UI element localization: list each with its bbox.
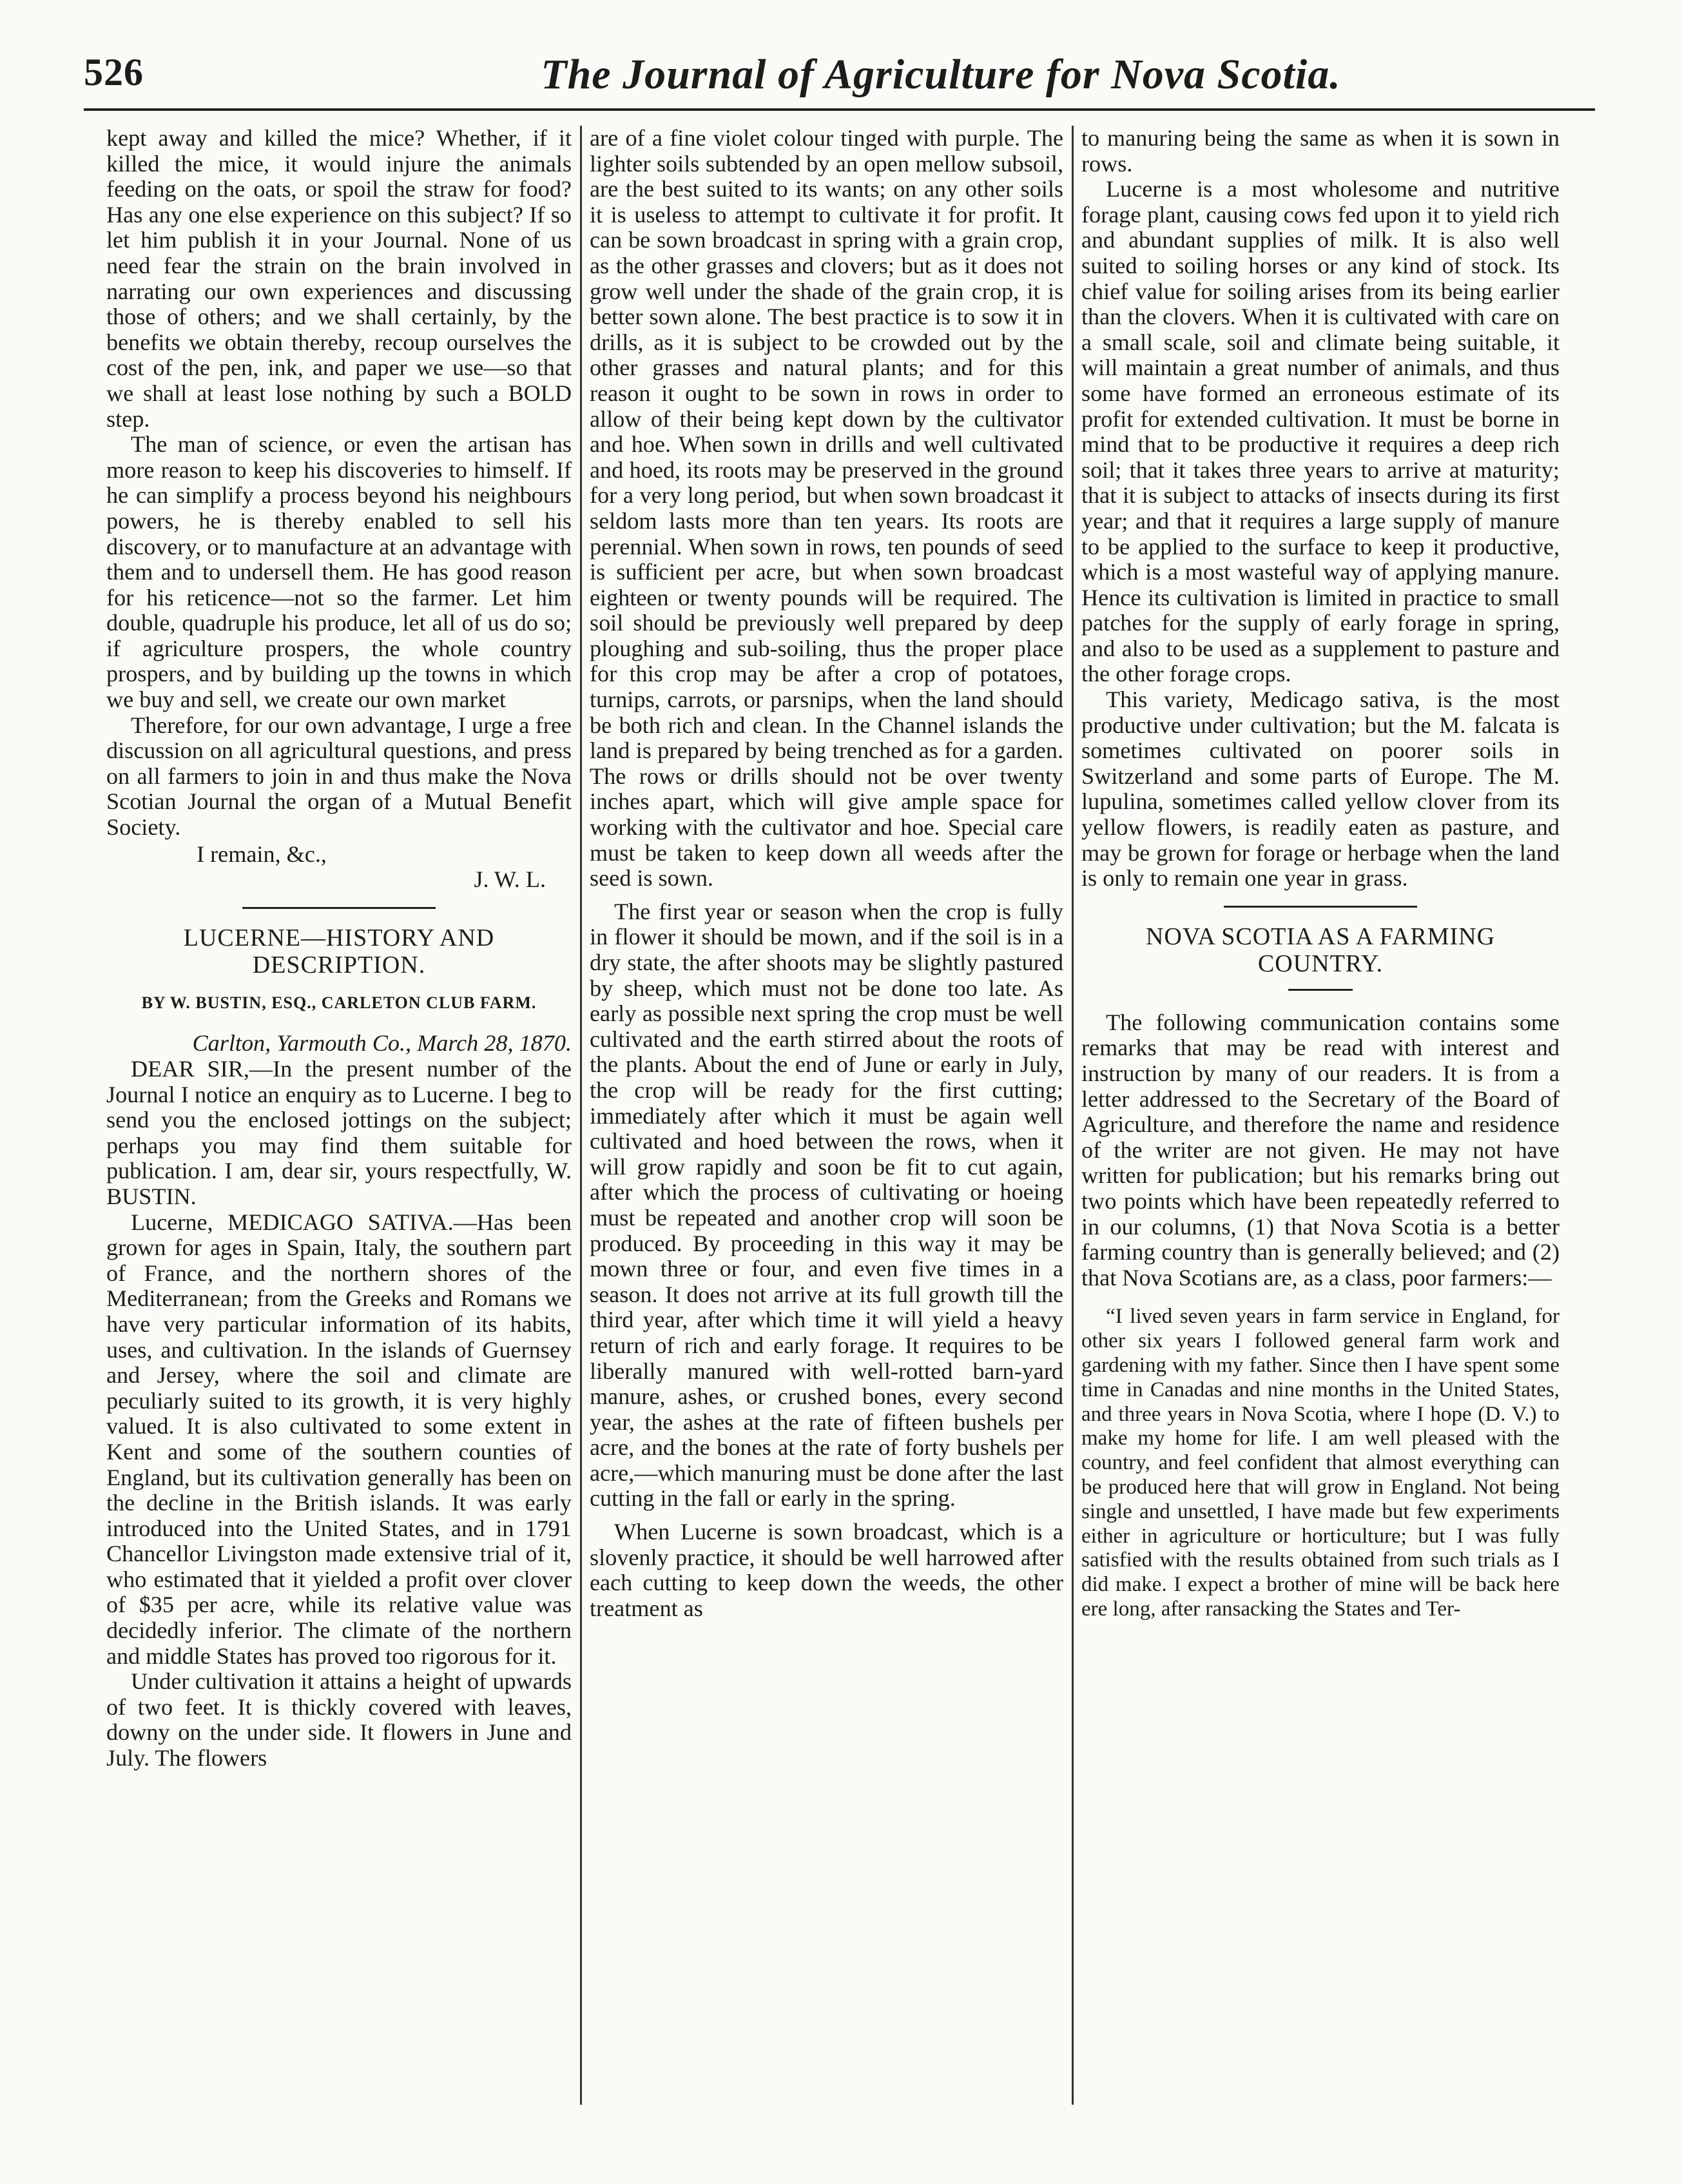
page-header <box>84 50 1592 102</box>
column-3 <box>1081 126 1560 1622</box>
header-rule <box>84 108 1595 111</box>
running-title: The Journal of Agriculture for Nova Scotia. <box>541 51 1341 98</box>
article-title: NOVA SCOTIA AS A FARMING COUNTRY. <box>1145 922 1496 977</box>
letter-signature: J. W. L. <box>474 866 546 893</box>
section-divider <box>242 907 436 909</box>
paragraph: Lucerne is a most wholesome and nutritive forage plant, causing cows fed upon it to yield rich and abundant supplies of milk. It is also well suited to soiling horses or any kind of stock. Its chief value for soiling arises from its being earlier than the clovers. When it is cultivated with care on a small scale, soil and climate being suitable, it will maintain a great number of animals, and thus some have formed an erroneous estimate of its profit for extended cultivation. It must be borne in mind that to be productive it requires a deep rich soil; that it takes three years to arrive at maturity; that it is subject to attacks of insects during its first year; and that it requires a large supply of manure to be applied to the surface to keep it productive, which is a most wasteful way of applying manure. Hence its cultivation is limited in practice to small patches for the supply of early forage in spring, and also to be used as a supplement to pasture and the other forage crops. <box>1081 176 1560 687</box>
title-underline <box>1288 989 1353 991</box>
paragraph: When Lucerne is sown broadcast, which is a slovenly practice, it should be well harrowed after each cutting to keep down the weeds, the other treatment as <box>590 1519 1063 1621</box>
paragraph: kept away and killed the mice? Whether, if it killed the mice, it would injure the animals feeding on the oats, or spoil the straw for food? Has any one else experience on this subject? If so let him publish it in your Journal. None of us need fear the strain on the brain involved in narrating our own experiences and discussing those of others; and we shall certainly, by the benefits we obtain thereby, recoup ourselves the cost of the pen, ink, and paper we use—so that we shall at least lose nothing by such a BOLD step. <box>106 125 572 432</box>
column-2 <box>590 126 1063 1621</box>
paragraph: to manuring being the same as when it is sown in rows. <box>1081 125 1560 177</box>
paragraph: are of a fine violet colour tinged with purple. The lighter soils subtended by an open mellow subsoil, are the best suited to its wants; on any other soils it is useless to attempt to cultivate it for profit. It can be sown broadcast in spring with a grain crop, as the other grasses and clovers; but as it does not grow well under the shade of the grain crop, it is better sown alone. The best practice is to sow it in drills, as it is subject to be crowded out by the other grasses and natural plants; and for this reason it ought to be sown in rows in order to allow of their being kept down by the cultivator and hoe. When sown in drills and well cultivated and hoed, its roots may be preserved in the ground for a very long period, but when sown broadcast it seldom lasts more than ten years. Its roots are perennial. When sown in rows, ten pounds of seed is sufficient per acre, but when sown broadcast eighteen or twenty pounds will be required. The soil should be previously well prepared by deep ploughing and sub-soiling, thus the proper place for this crop may be after a crop of potatoes, turnips, carrots, or parsnips, when the land should be both rich and clean. In the Channel islands the land is prepared by being trenched as for a garden. The rows or drills should not be over twenty inches apart, which will give ample space for working with the cultivator and hoe. Special care must be taken to keep down all weeds after the seed is sown. <box>590 125 1063 892</box>
paragraph: The first year or season when the crop is fully in flower it should be mown, and if the soil is in a dry state, the after shoots may be slightly pastured by sheep, which must not be done too late. As early as possible next spring the crop must be well cultivated and the earth stirred about the roots of the plants. About the end of June or early in July, the crop will be ready for the first cutting; immediately after which it must be again well cultivated and hoed between the rows, when it will grow rapidly and soon be fit to cut again, after which the process of cultivating or hoeing must be repeated and another crop will soon be produced. By proceeding in this way it may be mown three or four, and even five times in a season. It does not arrive at its full growth till the third year, after which time it will yield a heavy return of rich and early forage. It requires to be liberally manured with well-rotted barn-yard manure, ashes, or crushed bones, every second year, the ashes at the rate of fifteen bushels per acre, and the bones at the rate of forty bushels per acre,—which manuring must be done after the last cutting in the fall or early in the spring. <box>590 898 1063 1512</box>
paragraph: DEAR SIR,—In the present number of the Journal I notice an enquiry as to Lucerne. I beg to send you the enclosed jottings on the subject; perhaps you may find them suitable for publication. I am, dear sir, yours respectfully, W. BUSTIN. <box>106 1056 572 1209</box>
paragraph: The following communication contains some remarks that may be read with interest and instruction by many of our readers. It is from a letter addressed to the Secretary of the Board of Agriculture, and therefore the name and residence of the writer are not given. He may not have written for publication; but his remarks bring out two points which have been repeatedly referred to in our columns, (1) that Nova Scotia is a better farming country than is generally believed; and (2) that Nova Scotians are, as a class, poor farmers:— <box>1081 1009 1560 1291</box>
article-dateline: Carlton, Yarmouth Co., March 28, 1870. <box>192 1030 572 1057</box>
paragraph: Lucerne, MEDICAGO SATIVA.—Has been grown for ages in Spain, Italy, the southern part of France, and the northern shores of the Mediterranean; from the Greeks and Romans we have very particular information of its habits, uses, and cultivation. In the islands of Guernsey and Jersey, where the soil and climate are peculiarly suited to its growth, it is very highly valued. It is also cultivated to some extent in Kent and some of the southern counties of England, but its cultivation generally has been on the decline in the British islands. It was early introduced into the United States, and in 1791 Chancellor Livingston made extensive trial of it, who estimated that it yielded a profit over clover of $35 per acre, while its relative value was decidedly inferior. The climate of the northern and middle States has proved too rigorous for it. <box>106 1209 572 1669</box>
section-divider <box>1224 906 1417 908</box>
paragraph: Under cultivation it attains a height of upwards of two feet. It is thickly covered with leaves, downy on the under side. It flowers in June and July. The flowers <box>106 1668 572 1771</box>
column-1 <box>106 126 572 1771</box>
column-divider-1 <box>580 126 582 2105</box>
paragraph: The man of science, or even the artisan has more reason to keep his discoveries to himself. If he can simplify a process beyond his neighbours powers, he is thereby enabled to sell his discovery, or to manufacture at an advantage with them and to undersell them. He has good reason for his reticence—not so the farmer. Let him double, quadruple his produce, let all of us do so; if agriculture prospers, the whole country prospers, and by building up the towns in which we buy and sell, we create our own market <box>106 431 572 713</box>
paragraph: This variety, Medicago sativa, is the most productive under cultivation; but the M. falcata is sometimes cultivated on poorer soils in Switzerland and some parts of Europe. The M. lupulina, sometimes called yellow clover from its yellow flowers, is readily eaten as pasture, and may be grown for forage or herbage when the land is only to remain one year in grass. <box>1081 687 1560 892</box>
paragraph: Therefore, for our own advantage, I urge a free discussion on all agricultural questions, and press on all farmers to join in and thus make the Nova Scotian Journal the organ of a Mutual Benefit Society. <box>106 712 572 841</box>
letter-closing: I remain, &c., <box>197 841 327 867</box>
page-number: 526 <box>84 51 144 93</box>
column-divider-2 <box>1072 126 1074 2105</box>
article-title: LUCERNE—HISTORY AND DESCRIPTION. <box>183 924 495 979</box>
quoted-letter: “I lived seven years in farm service in England, for other six years I followed general farm work and gardening with my father. Since then I have spent some time in Canadas and nine months in the United States, and three years in Nova Scotia, where I hope (D. V.) to make my home for life. I am well pleased with the country, and feel confident that almost everything can be produced here that will grow in England. Not being single and unsettled, I have made but few experiments either in agriculture or horticulture; but I was fully satisfied with the results obtained from such trials as I did make. I expect a brother of mine will be back here ere long, after ransacking the States and Ter- <box>1081 1305 1560 1621</box>
article-byline: BY W. BUSTIN, ESQ., CARLETON CLUB FARM. <box>141 993 537 1012</box>
